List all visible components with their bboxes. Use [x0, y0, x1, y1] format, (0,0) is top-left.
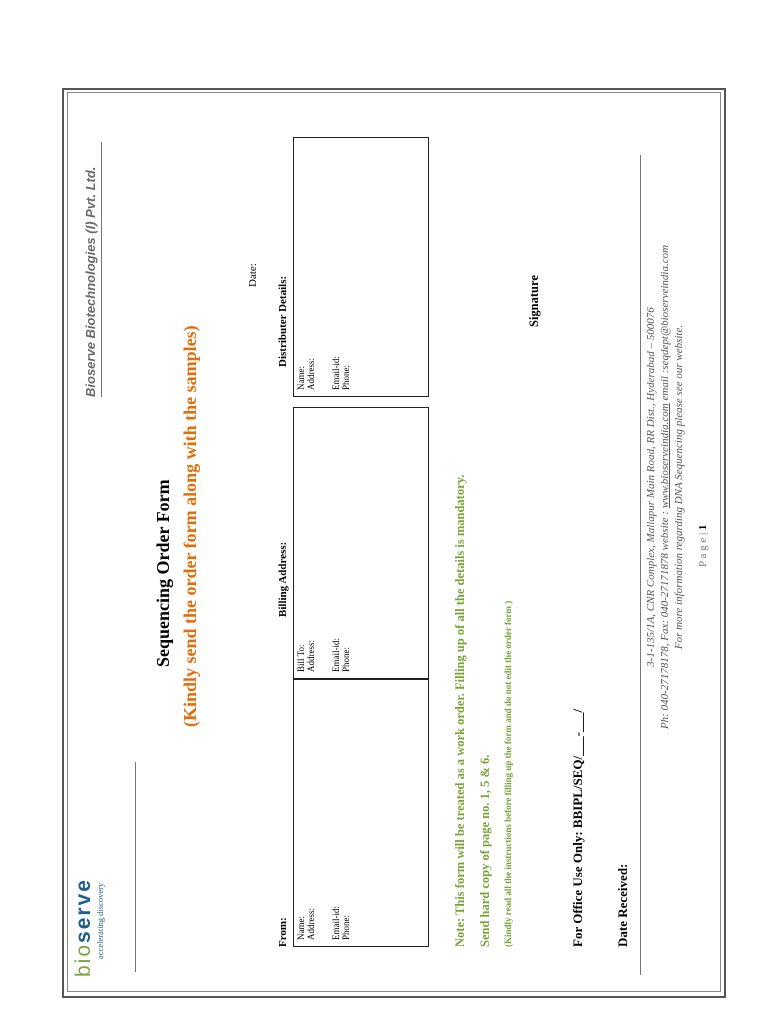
bioserve-logo — [73, 878, 105, 977]
from-phone-label: Phone: — [340, 914, 351, 940]
footer-divider — [640, 155, 641, 975]
mandatory-note: Note: This form will be treated as a work order. Filling up of all the details is mandatory. — [453, 474, 467, 947]
page-number-value: 1 — [697, 524, 709, 531]
footer-more-info: For more information regarding DNA Sequencing please see our website. — [673, 324, 685, 650]
from-email-label: Email-id: — [331, 906, 341, 940]
page-subtitle: (Kindly send the order form along with the samples) — [180, 325, 200, 727]
date-label: Date: — [247, 263, 259, 287]
hard-copy-note: Send hard copy of page no. 1, 5 & 6. — [478, 754, 492, 947]
footer-email: email :seqdept@bioserveindia.com — [659, 244, 671, 404]
from-box[interactable] — [293, 679, 429, 947]
page-number — [697, 525, 709, 567]
distributor-address-label: Address: — [305, 358, 316, 390]
billing-heading: Billing Address: — [277, 541, 289, 617]
distributor-phone-label: Phone: — [340, 364, 351, 390]
from-name-label: Name: — [296, 916, 306, 940]
logo-tagline: accelerating discovery — [95, 882, 105, 959]
office-use-label: For Office Use Only: BBIPL/SEQ/___-___/ — [570, 708, 585, 947]
footer-contact — [659, 207, 672, 767]
company-name: Bioserve Biotechnologies (I) Pvt. Ltd. — [83, 166, 98, 397]
footer-website-link[interactable]: www.bioserveindia.com — [659, 403, 671, 509]
order-form-sheet — [65, 92, 725, 997]
logo-bio-text: bio — [72, 942, 95, 977]
distributor-box[interactable] — [293, 137, 429, 397]
page-title: Sequencing Order Form — [153, 479, 173, 667]
billing-address-label: Address: — [305, 640, 316, 672]
date-received-label: Date Received: — [615, 863, 630, 947]
instructions-note: (Kindly read all the instructions before filling up the form and do not edit the order form ) — [503, 600, 513, 947]
logo-serve-text: serve — [72, 878, 95, 943]
from-address-label: Address: — [305, 908, 316, 940]
distributor-email-label: Email-id: — [331, 356, 341, 390]
billing-email-label: Email-id: — [331, 638, 341, 672]
footer-contact-prefix: Ph: 040-27178178, Fax: 040-27171878 website : — [659, 508, 671, 730]
signature-label: Signature — [527, 275, 541, 327]
footer-address: 3-1-135/1A, CNR Complex, Mallapur Main Road, RR Dist., Hyderabad – 500076 — [645, 307, 657, 667]
page-label: P a g e | — [697, 532, 709, 567]
billing-box[interactable] — [293, 407, 429, 679]
logo-divider — [135, 762, 136, 972]
from-heading: From: — [277, 917, 289, 947]
header-divider — [101, 142, 102, 397]
billing-bill-to-label: Bill To: — [296, 644, 306, 672]
billing-phone-label: Phone: — [340, 646, 351, 672]
distributor-name-label: Name: — [296, 366, 306, 390]
distributor-heading: Distributer Details: — [277, 275, 289, 367]
